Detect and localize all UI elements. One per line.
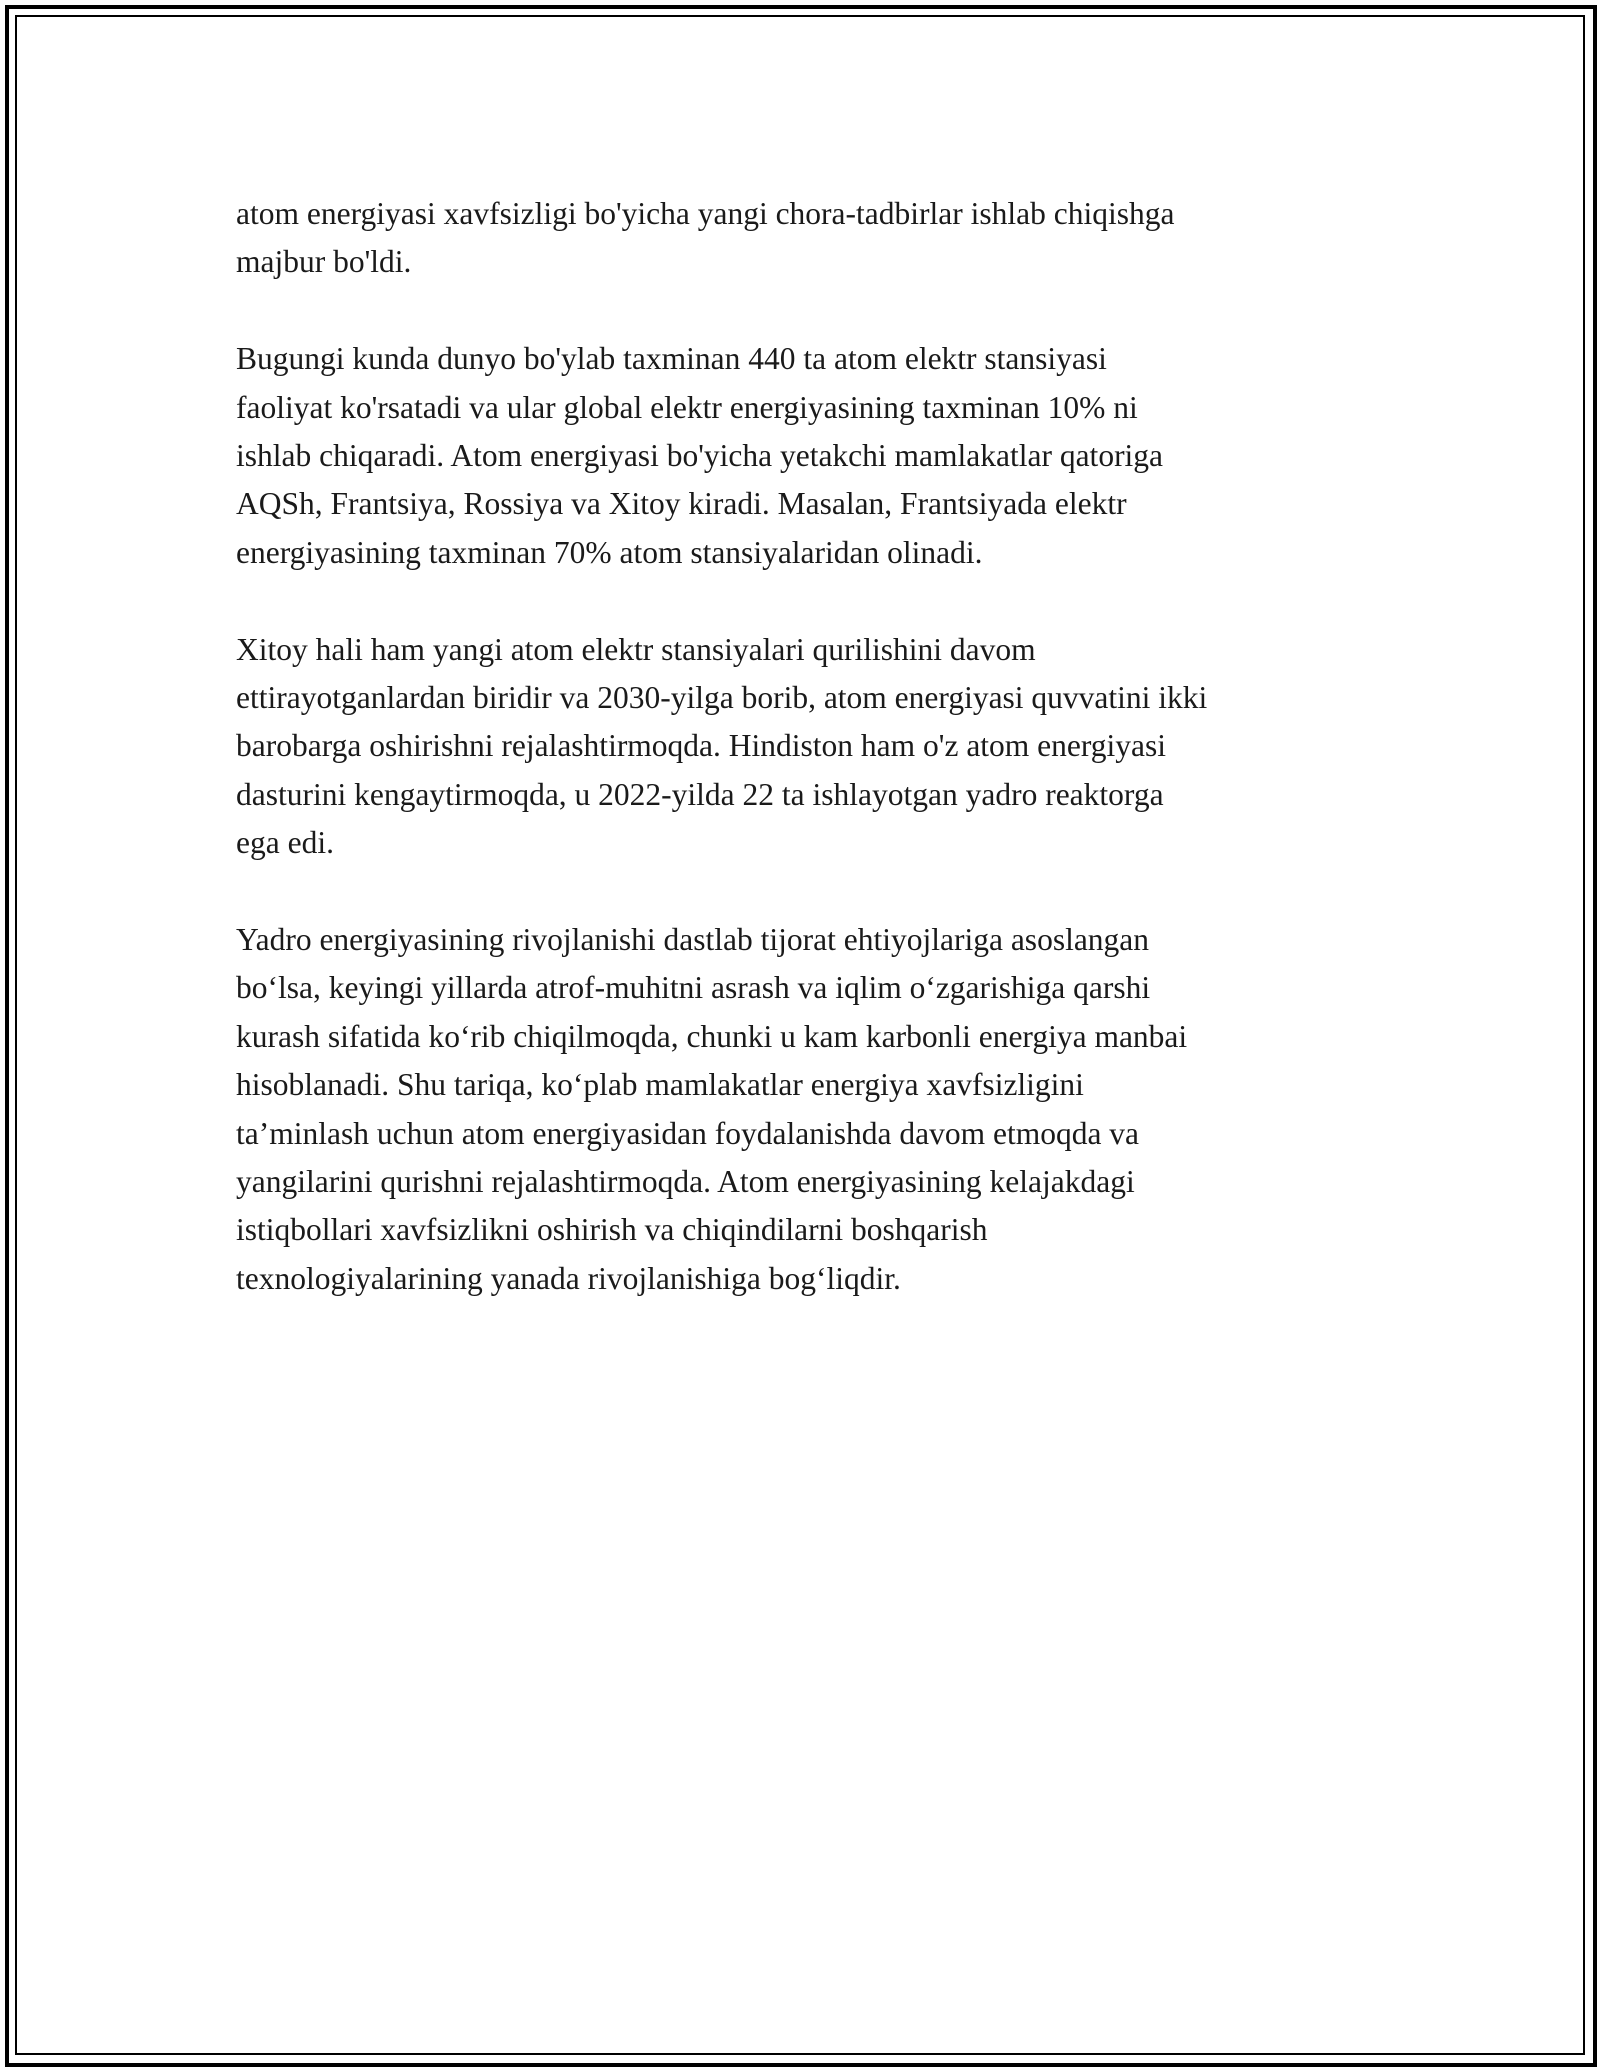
document-body — [236, 190, 1386, 1352]
text-line: AQSh, Frantsiya, Rossiya va Xitoy kiradi. Masalan, Frantsiyada elektr — [236, 486, 1127, 522]
text-line: Xitoy hali ham yangi atom elektr stansiyalari qurilishini davom — [236, 631, 1036, 667]
text-line: ettirayotganlardan biridir va 2030-yilga borib, atom energiyasi quvvatini ikki — [236, 680, 1208, 716]
text-line: dasturini kengaytirmoqda, u 2022-yilda 22 ta ishlayotgan yadro reaktorga — [236, 776, 1164, 812]
text-line: ega edi. — [236, 825, 334, 861]
text-line: faoliyat ko'rsatadi va ular global elektr energiyasining taxminan 10% ni — [236, 389, 1138, 425]
text-line: hisoblanadi. Shu tariqa, ko‘plab mamlakatlar energiya xavfsizligini — [236, 1067, 1084, 1103]
text-line: atom energiyasi xavfsizligi bo'yicha yangi chora-tadbirlar ishlab chiqishga — [236, 196, 1175, 231]
text-line: ta’minlash uchun atom energiyasidan foydalanishda davom etmoqda va — [236, 1115, 1140, 1151]
text-line: barobarga oshirishni rejalashtirmoqda. Hindiston ham o'z atom energiyasi — [236, 728, 1167, 764]
paragraph-4 — [236, 916, 1386, 1303]
paragraph-2 — [236, 335, 1386, 577]
paragraph-3 — [236, 626, 1386, 868]
text-line: Bugungi kunda dunyo bo'ylab taxminan 440 ta atom elektr stansiyasi — [236, 341, 1107, 377]
text-line: istiqbollari xavfsizlikni oshirish va chiqindilarni boshqarish — [236, 1212, 988, 1248]
paragraph-1 — [236, 190, 1386, 287]
text-line: texnologiyalarining yanada rivojlanishiga bog‘liqdir. — [236, 1260, 901, 1296]
text-line: bo‘lsa, keyingi yillarda atrof-muhitni asrash va iqlim o‘zgarishiga qarshi — [236, 970, 1151, 1006]
text-line: Yadro energiyasining rivojlanishi dastlab tijorat ehtiyojlariga asoslangan — [236, 922, 1150, 958]
text-line: energiyasining taxminan 70% atom stansiyalaridan olinadi. — [236, 534, 983, 570]
text-line: yangilarini qurishni rejalashtirmoqda. Atom energiyasining kelajakdagi — [236, 1164, 1135, 1200]
text-line: ishlab chiqaradi. Atom energiyasi bo'yicha yetakchi mamlakatlar qatoriga — [236, 438, 1164, 474]
text-line: kurash sifatida ko‘rib chiqilmoqda, chunki u kam karbonli energiya manbai — [236, 1018, 1188, 1054]
text-line: majbur bo'ldi. — [236, 244, 412, 280]
